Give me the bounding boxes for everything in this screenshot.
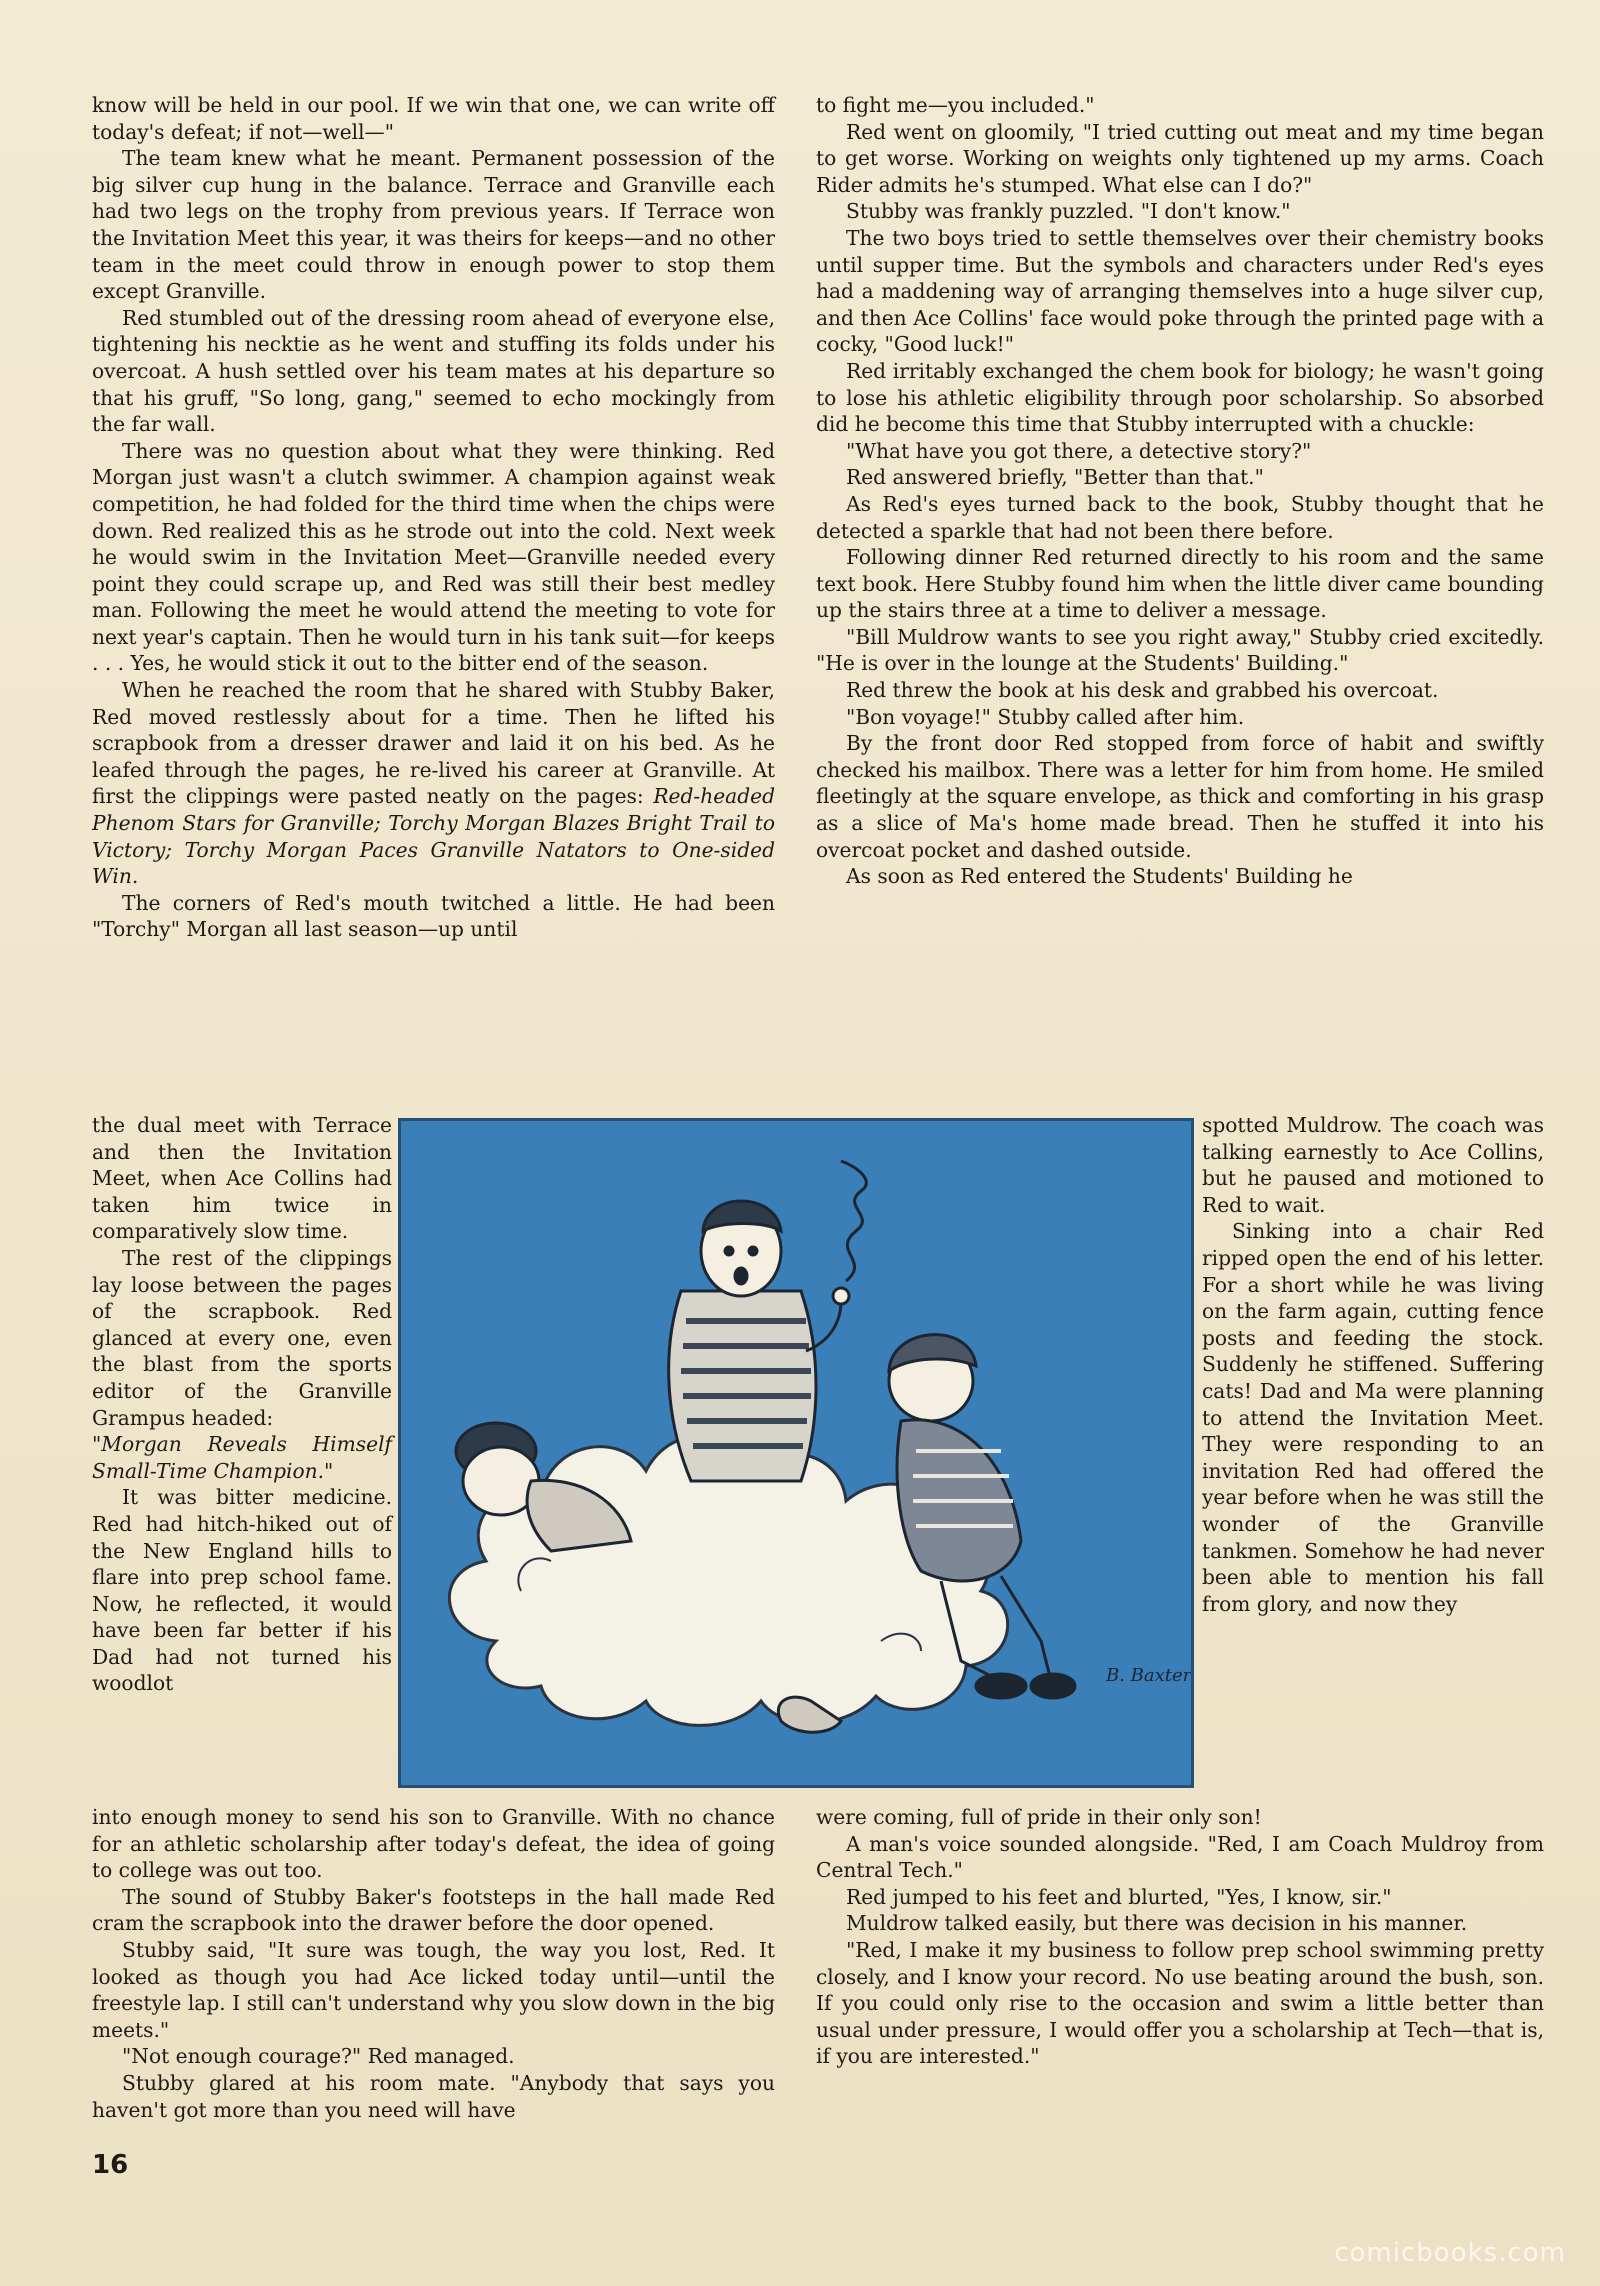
right-column-bottom [816,1804,1544,2070]
paragraph: Red irritably exchanged the chem book for biology; he wasn't going to lose his athletic eligibility through poor scholarship. So absorbed did he become this time that Stubby interrupted with a chuckle: [816,358,1544,437]
paragraph: to fight me—you included." [816,93,1095,117]
site-watermark: comicbooks.com [1334,2238,1566,2268]
paragraph: Red threw the book at his desk and grabbed his overcoat. [846,678,1439,703]
paragraph: It was bitter medicine. Red had hitch-hiked out of the New England hills to flare into prep school fame. Now, he reflected, it would have been far better if his Dad had not turned his woodlot [92,1485,392,1696]
paragraph: into enough money to send his son to Granville. With no chance for an athletic scholarship after today's defeat, the idea of going to college was out too. [92,1805,775,1883]
paragraph: A man's voice sounded alongside. "Red, I am Coach Muldroy from Central Tech." [816,1831,1544,1883]
paragraph: Red answered briefly, "Better than that." [846,465,1264,490]
left-column-bottom [92,1804,775,2123]
paragraph: Red stumbled out of the dressing room ahead of everyone else, tightening his necktie as he went and stuffing its folds under his overcoat. A hush settled over his team mates at his departure so that his gruff, "So long, gang," seemed to echo mockingly from the far wall. [92,305,775,437]
clipping-headlines: Red-headed Phenom Stars for Granville; Torchy Morgan Blazes Bright Trail to Victory; Torchy Morgan Paces Granville Natators to One-sided Win. [92,784,775,889]
character-standing [669,1161,867,1481]
paragraph: The team knew what he meant. Permanent possession of the big silver cup hung in the balance. Terrace and Granville each had two legs on the trophy from previous years. If Terrace won the Invitation Meet this year, it was theirs for keeps—and no other team in the meet could throw in enough power to stop them except Granville. [92,146,775,304]
paragraph: The sound of Stubby Baker's footsteps in the hall made Red cram the scrapbook into the drawer before the door opened. [92,1884,775,1936]
paragraph: The rest of the clippings lay loose between the pages of the scrapbook. Red glanced at every one, even the blast from the sports editor of the Granville Grampus headed: [92,1245,392,1430]
illustration-drawing [401,1121,1191,1785]
paragraph: The two boys tried to settle themselves over their chemistry books until supper time. But the symbols and characters under Red's eyes had a maddening way of arranging themselves into a huge silver cup, and then Ace Collins' face would poke through the printed page with a cocky, "Good luck!" [816,225,1544,357]
paragraph-text: When he reached the room that he shared with Stubby Baker, Red moved restlessly about for a time. Then he lifted his scrapbook from a dresser drawer and laid it on his bed. As he leafed through the pages, he re-lived his career at Granville. At first the clippings were pasted neatly on the pages: [92,678,775,809]
paragraph: Muldrow talked easily, but there was decision in his manner. [846,1911,1468,1936]
paragraph: "Not enough courage?" Red managed. [122,2044,515,2069]
paragraph: Following dinner Red returned directly to his room and the same text book. Here Stubby found him when the little diver came bounding up the stairs three at a time to deliver a message. [816,545,1544,623]
paragraph: "What have you got there, a detective story?" [846,438,1312,463]
artist-signature: B. Baxter [1106,1665,1191,1686]
paragraph: As Red's eyes turned back to the book, Stubby thought that he detected a sparkle that had not been there before. [816,491,1544,543]
paragraph: Stubby glared at his room mate. "Anybody that says you haven't got more than you need will have [92,2070,775,2122]
paragraph: Stubby was frankly puzzled. "I don't know." [846,199,1291,224]
paragraph: The corners of Red's mouth twitched a little. He had been "Torchy" Morgan all last season—up until [92,890,775,942]
paragraph: know will be held in our pool. If we win that one, we can write off today's defeat; if not—well—" [92,93,775,144]
paragraph: were coming, full of pride in their only son! [816,1805,1262,1829]
paragraph: Stubby said, "It sure was tough, the way you lost, Red. It looked as though you had Ace licked today until—until the freestyle lap. I still can't understand why you slow down in the big meets." [92,1937,775,2042]
right-narrow-column [1202,1112,1544,1617]
paragraph: Red jumped to his feet and blurted, "Yes, I know, sir." [846,1884,1392,1909]
paragraph: "Bon voyage!" Stubby called after him. [846,704,1245,729]
paragraph: Red went on gloomily, "I tried cutting out meat and my time began to get worse. Working on weights only tightened up my arms. Coach Rider admits he's stumped. What else can I do?" [816,119,1544,197]
page-number: 16 [92,2150,129,2180]
clipping-headline [92,1431,392,1484]
paragraph: the dual meet with Terrace and then the Invitation Meet, when Ace Collins had taken him twice in comparatively slow time. [92,1113,392,1244]
paragraph [92,677,775,890]
paragraph: "Red, I make it my business to follow prep school swimming pretty closely, and I know your record. No use beating around the bush, son. If you could only rise to the occasion and swim a little better than usual under pressure, I would offer you a scholarship at Tech—that is, if you are interested." [816,1937,1544,2069]
paragraph: spotted Muldrow. The coach was talking earnestly to Ace Collins, but he paused and motioned to Red to wait. [1202,1113,1544,1217]
left-narrow-column [92,1112,392,1697]
paragraph: There was no question about what they were thinking. Red Morgan just wasn't a clutch swimmer. A champion against weak competition, he had folded for the third time when the chips were down. Red realized this as he strode out into the cold. Next week he would swim in the Invitation Meet—Granville needed every point they could scrape up, and Red was still their best medley man. Following the meet he would attend the meeting to vote for next year's captain. Then he would turn in his tank suit—for keeps . . . Yes, he would stick it out to the bitter end of the season. [92,438,775,676]
right-column-top [816,92,1544,890]
story-illustration [398,1118,1194,1788]
paragraph: Sinking into a chair Red ripped open the end of his letter. For a short while he was living on the farm again, cutting fence posts and feeding the stock. Suddenly he stiffened. Suffering cats! Dad and Ma were planning to attend the Invitation Meet. They were responding to an invitation Red had offered the year before when he was still the wonder of the Granville tankmen. Somehow he had never been able to mention his fall from glory, and now they [1202,1219,1544,1616]
paragraph: "Bill Muldrow wants to see you right away," Stubby cried excitedly. "He is over in the lounge at the Students' Building." [816,624,1544,676]
paragraph: By the front door Red stopped from force of habit and swiftly checked his mailbox. There was a letter for him from home. He smiled fleetingly at the square envelope, as thick and comforting in his grasp as a slice of Ma's home made bread. Then he stuffed it into his overcoat pocket and dashed outside. [816,731,1544,862]
headline-text: "Morgan Reveals Himself Small-Time Champion." [92,1432,392,1483]
left-column-top [92,92,775,943]
paragraph: As soon as Red entered the Students' Building he [846,864,1353,889]
